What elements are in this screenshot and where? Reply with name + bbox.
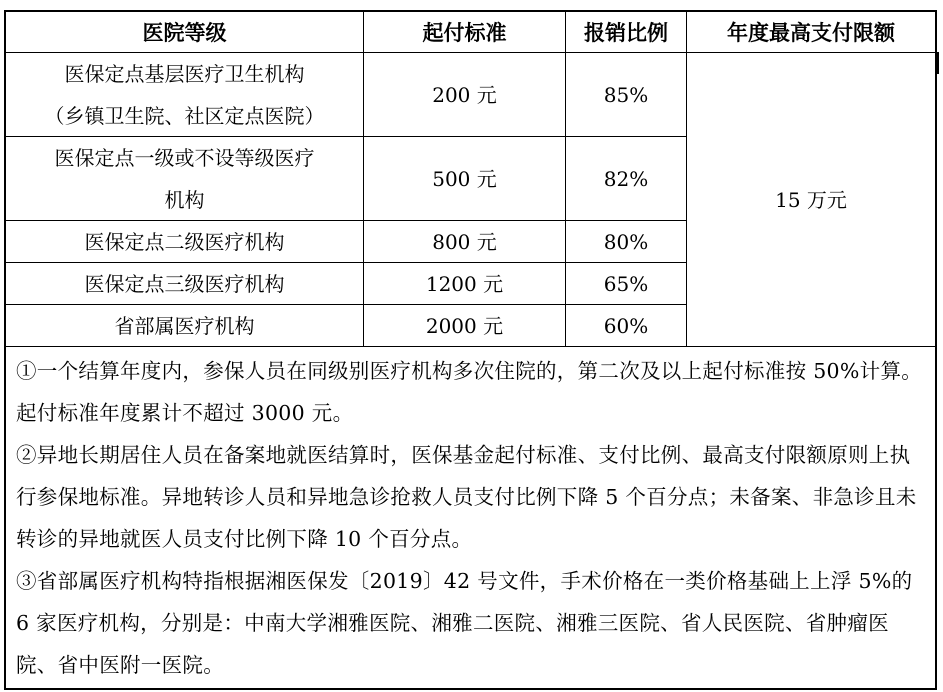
- level-text: 医保定点基层医疗卫生机构: [64, 61, 305, 86]
- ratio-cell: 80%: [603, 229, 649, 254]
- table-row-level: [6, 53, 363, 136]
- annual-max-cell: 15 万元: [775, 187, 847, 212]
- deductible-cell: 800 元: [432, 229, 497, 254]
- note-paragraph: ①一个结算年度内，参保人员在同级别医疗机构多次住院的，第二次及以上起付标准按 50%计算。起付标准年度累计不超过 3000 元。: [16, 359, 923, 425]
- ratio-cell: 82%: [603, 166, 649, 191]
- note-paragraph: ③省部属医疗机构特指根据湘医保发〔2019〕42 号文件，手术价格在一类价格基础上上浮 5%的 6 家医疗机构，分别是：中南大学湘雅医院、湘雅二医院、湘雅三医院、省人民医院、省肿瘤医院、省中医附一医院。: [16, 569, 913, 677]
- header-annual-max: 年度最高支付限额: [727, 21, 895, 45]
- ratio-cell: 85%: [603, 82, 649, 107]
- deductible-cell: 1200 元: [425, 271, 504, 296]
- deductible-cell: 500 元: [432, 166, 497, 191]
- reimbursement-document: [4, 10, 937, 690]
- level-text-sub: （乡镇卫生院、社区定点医院）: [44, 103, 325, 128]
- notes-section: [16, 350, 928, 686]
- level-text: 省部属医疗机构: [114, 313, 255, 338]
- note-paragraph: ②异地长期居住人员在备案地就医结算时，医保基金起付标准、支付比例、最高支付限额原则上执行参保地标准。异地转诊人员和异地急诊抢救人员支付比例下降 5 个百分点；未备案、非急诊且未转诊的异地就医人员支付比例下降 10 个百分点。: [16, 443, 917, 551]
- header-reimbursement-ratio: 报销比例: [584, 21, 668, 45]
- level-text: 医保定点二级医疗机构: [84, 229, 285, 254]
- deductible-cell: 200 元: [432, 82, 497, 107]
- deductible-cell: 2000 元: [425, 313, 504, 338]
- table-row-level: [6, 137, 363, 220]
- header-deductible: 起付标准: [422, 21, 507, 45]
- level-text: 医保定点三级医疗机构: [84, 271, 285, 296]
- ratio-cell: 65%: [603, 271, 649, 296]
- level-text: 医保定点一级或不设等级医疗: [54, 145, 315, 170]
- ratio-cell: 60%: [603, 313, 649, 338]
- level-text-sub: 机构: [164, 187, 205, 212]
- text-cursor: [937, 52, 939, 74]
- header-hospital-level: 医院等级: [142, 21, 227, 45]
